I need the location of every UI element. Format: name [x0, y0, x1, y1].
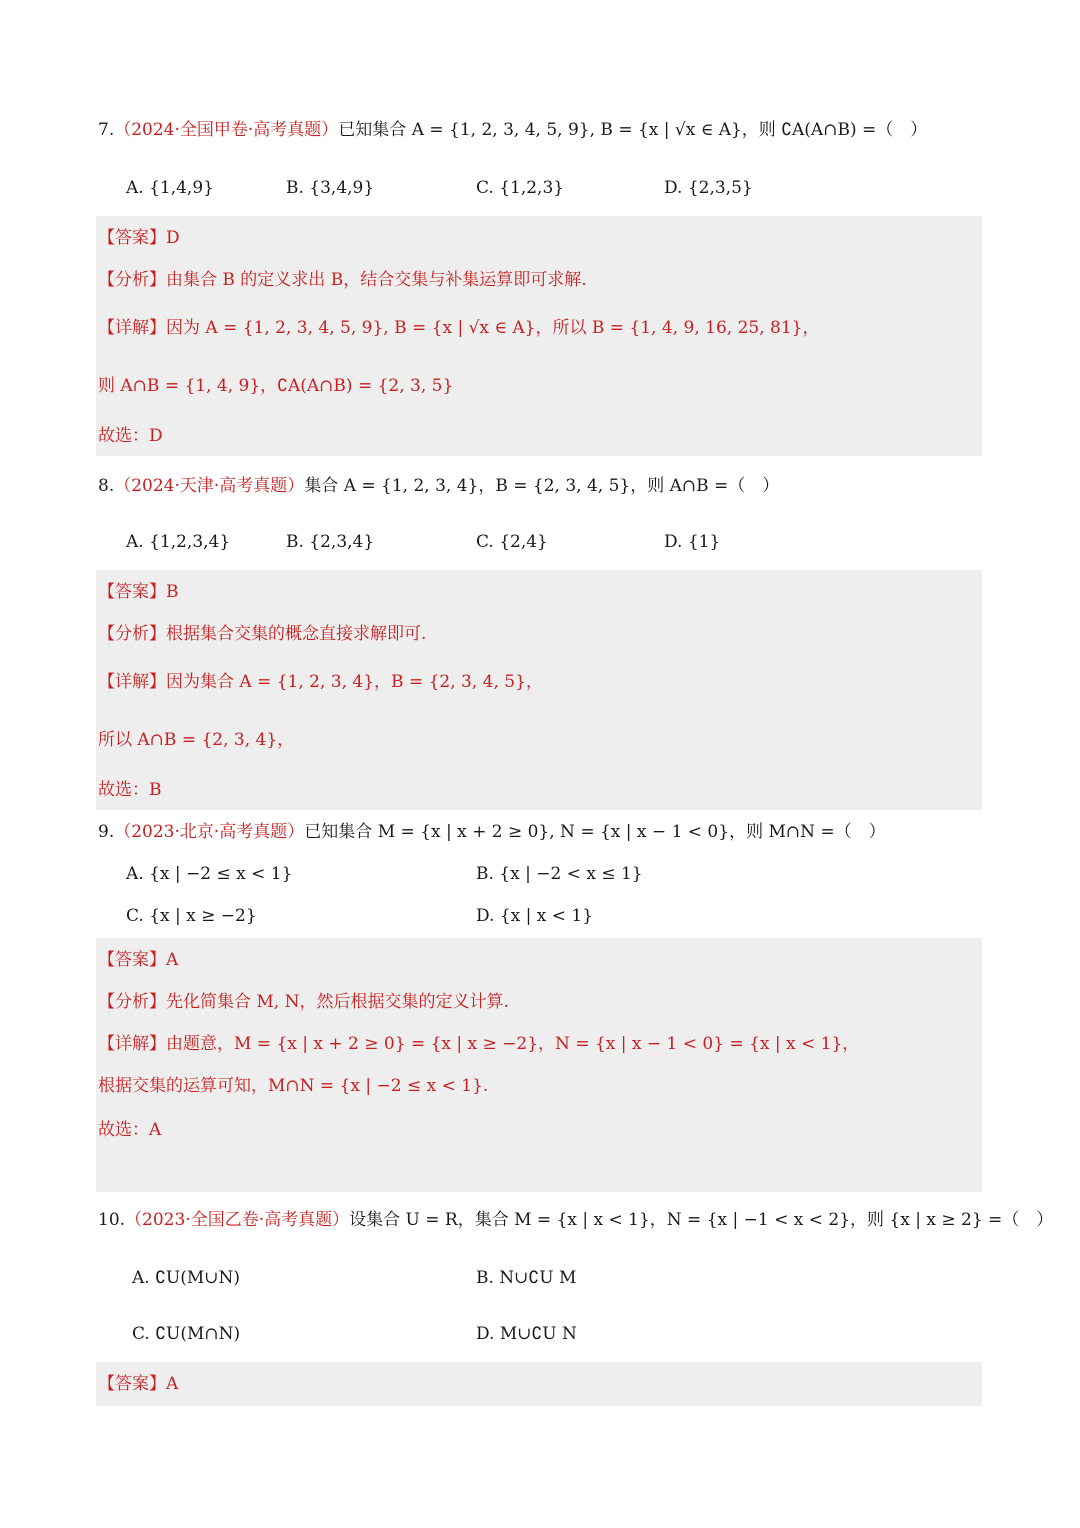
option-b: B. {2,3,4} — [286, 532, 375, 552]
choose-line: 故选：A — [98, 1120, 162, 1140]
option-c: C. {1,2,3} — [476, 178, 565, 198]
option-b: B. {x | −2 < x ≤ 1} — [476, 864, 643, 884]
analysis-tag: 【分析】 — [98, 624, 166, 644]
detail-line-1 — [98, 1032, 859, 1056]
detail-text: 因为 A = {1, 2, 3, 4, 5, 9}, B = {x | √x ∈ A}，所以 B = {1, 4, 9, 16, 25, 81}， — [166, 318, 820, 338]
question-number: 7. — [98, 120, 115, 140]
detail-tag: 【详解】 — [98, 318, 166, 338]
question-9-stem — [98, 820, 886, 844]
option-c: C. {x | x ≥ −2} — [126, 906, 257, 926]
option-a: A. {1,2,3,4} — [126, 532, 231, 552]
option-d: D. M∪∁U N — [476, 1324, 577, 1344]
detail-line-2: 根据交集的运算可知，M∩N = {x | −2 ≤ x < 1}. — [98, 1076, 489, 1096]
answer-line — [98, 948, 178, 972]
analysis-line — [98, 268, 587, 292]
question-source: （2024·天津·高考真题） — [114, 476, 305, 496]
analysis-line — [98, 990, 509, 1014]
option-b: B. {3,4,9} — [286, 178, 375, 198]
question-source: （2024·全国甲卷·高考真题） — [114, 120, 339, 140]
analysis-tag: 【分析】 — [98, 992, 166, 1012]
detail-text: 因为集合 A = {1, 2, 3, 4}，B = {2, 3, 4, 5}， — [166, 672, 543, 692]
analysis-text: 根据集合交集的概念直接求解即可. — [166, 624, 427, 644]
question-source: （2023·北京·高考真题） — [114, 822, 305, 842]
answer-line — [98, 580, 179, 604]
answer-tag: 【答案】 — [98, 582, 166, 602]
detail-text: 由题意，M = {x | x + 2 ≥ 0} = {x | x ≥ −2}，N = {x | x − 1 < 0} = {x | x < 1}， — [166, 1034, 860, 1054]
question-source: （2023·全国乙卷·高考真题） — [125, 1210, 350, 1230]
answer-tag: 【答案】 — [98, 228, 166, 248]
analysis-text: 由集合 B 的定义求出 B，结合交集与补集运算即可求解. — [166, 270, 587, 290]
option-b: B. N∪∁U M — [476, 1268, 577, 1288]
detail-tag: 【详解】 — [98, 672, 166, 692]
option-d: D. {x | x < 1} — [476, 906, 594, 926]
choose-line: 故选：B — [98, 780, 162, 800]
option-c: C. {2,4} — [476, 532, 548, 552]
answer-box-9 — [96, 938, 982, 1192]
analysis-text: 先化简集合 M, N，然后根据交集的定义计算. — [166, 992, 509, 1012]
option-d: D. {2,3,5} — [664, 178, 753, 198]
option-a: A. ∁U(M∪N) — [132, 1268, 241, 1288]
answer-value: B — [166, 582, 179, 602]
answer-value: A — [166, 950, 179, 970]
analysis-tag: 【分析】 — [98, 270, 166, 290]
answer-tag: 【答案】 — [98, 1374, 166, 1394]
question-10-stem — [98, 1208, 1053, 1232]
question-text: 已知集合 A = {1, 2, 3, 4, 5, 9}, B = {x | √x ∈ A}，则 ∁A(A∩B) =（ ） — [338, 120, 928, 140]
question-number: 8. — [98, 476, 115, 496]
detail-line-1 — [98, 316, 819, 340]
detail-line-1 — [98, 670, 543, 694]
question-text: 已知集合 M = {x | x + 2 ≥ 0}, N = {x | x − 1 < 0}，则 M∩N =（ ） — [304, 822, 886, 842]
question-number: 9. — [98, 822, 115, 842]
question-7-stem — [98, 118, 927, 142]
question-text: 设集合 U = R，集合 M = {x | x < 1}，N = {x | −1 < x < 2}，则 {x | x ≥ 2} =（ ） — [349, 1210, 1054, 1230]
answer-line — [98, 226, 180, 250]
detail-line-2: 所以 A∩B = {2, 3, 4}， — [98, 730, 295, 750]
question-number: 10. — [98, 1210, 126, 1230]
answer-box-7 — [96, 216, 982, 456]
choose-line: 故选：D — [98, 426, 163, 446]
option-d: D. {1} — [664, 532, 721, 552]
option-a: A. {1,4,9} — [126, 178, 214, 198]
answer-value: A — [166, 1374, 179, 1394]
answer-box-8 — [96, 570, 982, 810]
question-text: 集合 A = {1, 2, 3, 4}，B = {2, 3, 4, 5}，则 A∩B =（ ） — [304, 476, 780, 496]
detail-line-2: 则 A∩B = {1, 4, 9}，∁A(A∩B) = {2, 3, 5} — [98, 376, 454, 396]
answer-value: D — [166, 228, 180, 248]
answer-tag: 【答案】 — [98, 950, 166, 970]
analysis-line — [98, 622, 426, 646]
detail-tag: 【详解】 — [98, 1034, 166, 1054]
question-8-stem — [98, 474, 779, 498]
option-c: C. ∁U(M∩N) — [132, 1324, 241, 1344]
answer-box-10 — [96, 1362, 982, 1406]
answer-line — [98, 1372, 178, 1396]
option-a: A. {x | −2 ≤ x < 1} — [126, 864, 293, 884]
